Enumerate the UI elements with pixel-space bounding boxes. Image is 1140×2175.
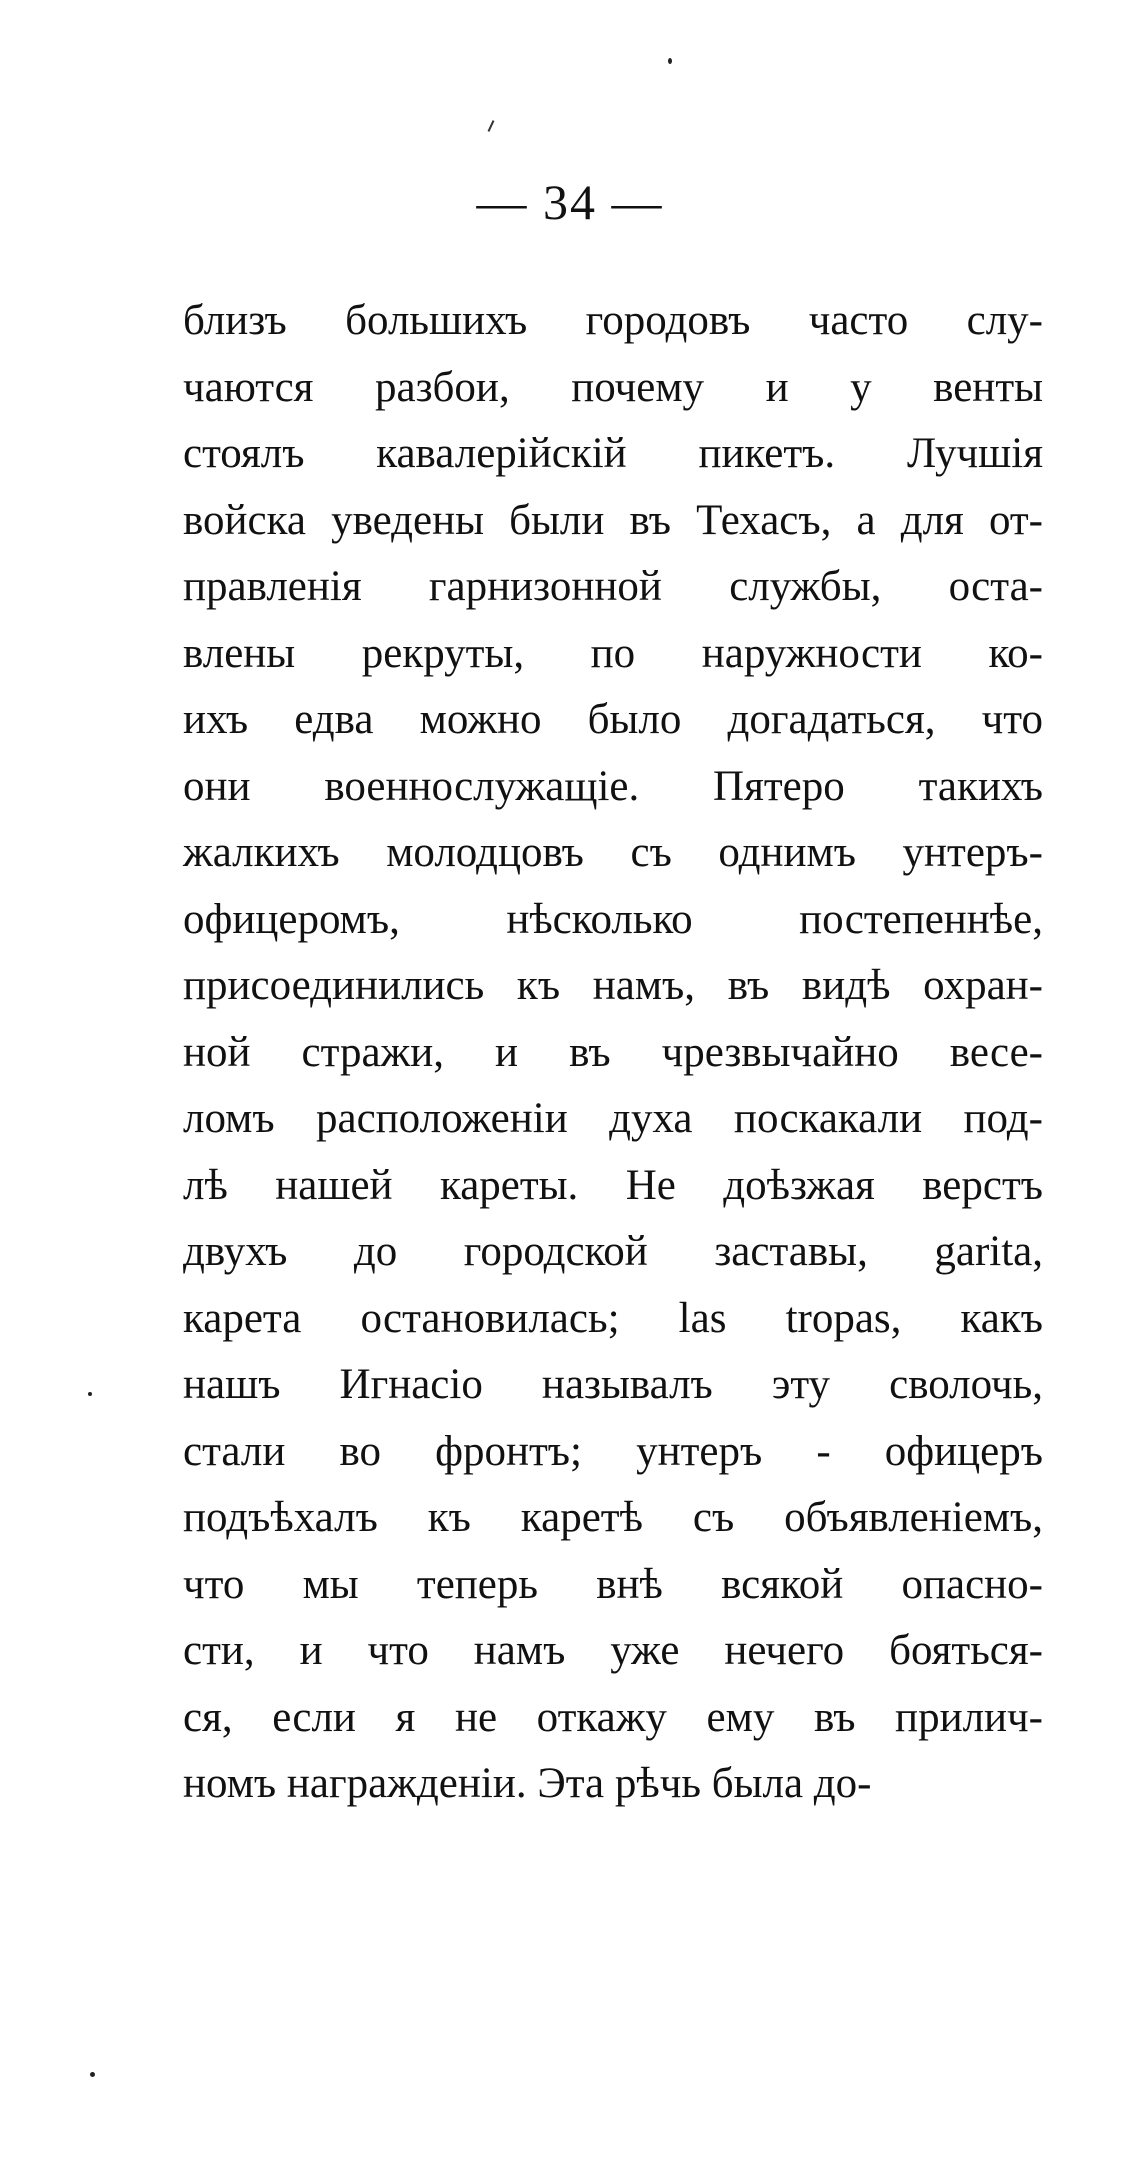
text-line: войска уведены были въ Техасъ, а для от- [183, 496, 1043, 544]
text-line: стали во фронтъ; унтеръ - офицеръ [183, 1427, 1043, 1475]
text-line: чаются разбои, почему и у венты [183, 363, 1043, 411]
page-number: — 34 — [476, 174, 664, 230]
text-line: близъ большихъ городовъ часто слу- [183, 297, 1043, 344]
text-line: офицеромъ, нѣсколько постепеннѣе, [183, 895, 1043, 943]
body-text [183, 288, 1043, 1818]
text-line: ихъ едва можно было догадаться, что [183, 696, 1043, 743]
text-line: лѣ нашей кареты. Не доѣзжая верстъ [183, 1161, 1043, 1209]
text-line: нашъ Игнасіо называлъ эту сволочь, [183, 1361, 1043, 1408]
text-line: ломъ расположеніи духа поскакали под- [183, 1095, 1043, 1142]
text-line: они военнослужащіе. Пятеро такихъ [183, 762, 1043, 810]
text-line: сти, и что намъ уже нечего бояться- [183, 1627, 1043, 1674]
text-line: влены рекруты, по наружности ко- [183, 629, 1043, 677]
text-line: номъ награжденіи. Эта рѣчь была до- [183, 1760, 872, 1807]
text-line: двухъ до городской заставы, garita, [183, 1228, 1043, 1275]
text-line: правленія гарнизонной службы, оста- [183, 563, 1043, 610]
text-line: что мы теперь внѣ всякой опасно- [183, 1560, 1043, 1608]
ink-speck [90, 2072, 95, 2077]
ink-speck [668, 58, 672, 64]
text-line: присоединились къ намъ, въ видѣ охран- [183, 962, 1043, 1009]
text-line: ной стражи, и въ чрезвычайно весе- [183, 1028, 1043, 1076]
text-line: стоялъ кавалерійскій пикетъ. Лучшія [183, 430, 1043, 477]
text-line: карета остановилась; las tropas, какъ [183, 1294, 1043, 1342]
ink-speck [88, 1392, 92, 1396]
text-line: ся, если я не откажу ему въ прилич- [183, 1693, 1043, 1741]
text-line: подъѣхалъ къ каретѣ съ объявленіемъ, [183, 1494, 1043, 1541]
text-line: жалкихъ молодцовъ съ однимъ унтеръ- [183, 829, 1043, 876]
ink-mark [488, 120, 495, 132]
